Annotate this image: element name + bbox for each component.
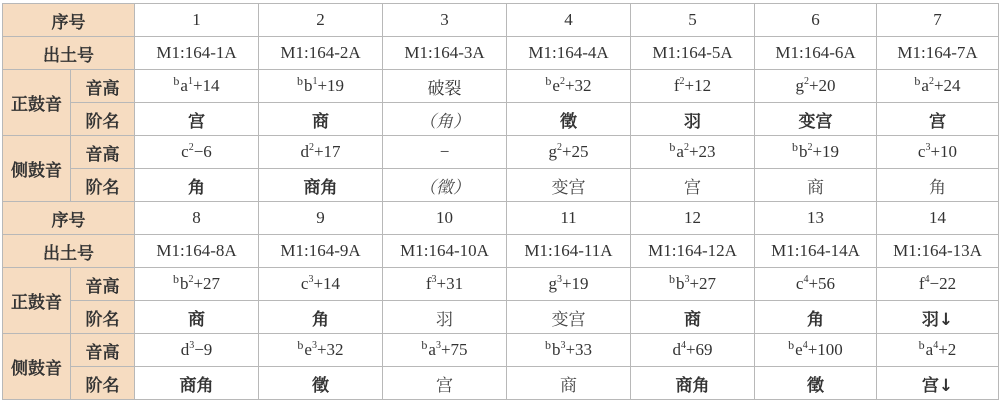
note-name: f [425,274,432,293]
step-header: 阶名 [71,301,135,334]
note-name: f [918,274,925,293]
serial-row [3,202,999,235]
pitch-cell [259,334,383,367]
cents-deviation: +19 [317,76,345,95]
excavation-id: M1:164-13A [877,235,999,268]
octave-index: 3 [560,340,566,351]
octave-index: 2 [928,76,934,87]
step-name: 宫↓ [877,367,999,400]
excavation-row [3,37,999,70]
cents-deviation: +24 [933,76,961,95]
note-name: a [925,340,934,359]
excavation-id: M1:164-6A [755,37,877,70]
step-name: 宫 [631,169,755,202]
note-name: c [181,142,189,161]
bell-pitch-table [2,3,999,400]
note-name: − [439,142,450,161]
octave-index: 2 [308,142,314,153]
cents-deviation: +27 [193,274,221,293]
octave-index: 1 [312,76,318,87]
pitch-cell [135,268,259,301]
octave-index: 2 [807,142,813,153]
pitch-cell [383,70,507,103]
serial-number: 14 [877,202,999,235]
step-name: 角 [877,169,999,202]
step-name: 变宫 [755,103,877,136]
flat-sign: b [669,140,676,154]
step-name: （角） [383,103,507,136]
step-name: 角 [755,301,877,334]
cents-deviation: +20 [808,76,836,95]
step-name: 羽 [383,301,507,334]
serial-number: 9 [259,202,383,235]
note-name: e [552,76,560,95]
pitch-cell [631,70,755,103]
serial-number: 6 [755,4,877,37]
step-name: 徵 [507,103,631,136]
step-name: 变宫 [507,169,631,202]
pitch-cell [631,268,755,301]
excavation-id: M1:164-1A [135,37,259,70]
flat-sign: b [914,74,921,88]
note-name: c [795,274,804,293]
step-name: 商 [507,367,631,400]
note-name: g [795,76,804,95]
serial-number: 8 [135,202,259,235]
bell-pitch-table-container [2,3,998,408]
pitch-cell [877,334,999,367]
octave-index: 3 [684,274,690,285]
front-step-row [3,301,999,334]
octave-index: 4 [680,340,686,351]
excavation-id: M1:164-7A [877,37,999,70]
serial-number: 3 [383,4,507,37]
cents-deviation: +23 [688,142,716,161]
excavation-header: 出土号 [3,235,135,268]
serial-number: 2 [259,4,383,37]
pitch-cell [507,334,631,367]
cents-deviation: +17 [313,142,341,161]
flat-sign: b [296,74,303,88]
pitch-cell [135,334,259,367]
pitch-header: 音高 [71,334,135,367]
octave-index: 2 [683,142,689,153]
excavation-id: M1:164-9A [259,235,383,268]
front-pitch-row [3,268,999,301]
cents-deviation: +75 [440,340,468,359]
pitch-cell [507,70,631,103]
pitch-header: 音高 [71,70,135,103]
serial-number: 7 [877,4,999,37]
pitch-cell [755,334,877,367]
octave-index: 2 [188,142,194,153]
note-name: a [921,76,929,95]
cents-deviation: +100 [807,340,843,359]
pitch-cell [755,136,877,169]
octave-index: 2 [679,76,685,87]
step-name: 商 [631,301,755,334]
pitch-cell [877,268,999,301]
serial-number: 12 [631,202,755,235]
step-name: 羽↓ [877,301,999,334]
cents-deviation: −22 [929,274,957,293]
step-name: 宫 [135,103,259,136]
note-name: b [798,142,808,161]
front-drum-header: 正鼓音 [3,268,71,334]
cents-deviation: +19 [812,142,840,161]
octave-index: 4 [803,274,809,285]
note-name: b [179,274,189,293]
pitch-cell [259,70,383,103]
excavation-id: M1:164-3A [383,37,507,70]
cents-deviation: +14 [313,274,341,293]
serial-number: 5 [631,4,755,37]
step-name: 商角 [135,367,259,400]
pitch-header: 音高 [71,268,135,301]
step-header: 阶名 [71,169,135,202]
front-step-row [3,103,999,136]
step-name: 角 [259,301,383,334]
note-name: e [304,340,312,359]
step-name: 宫 [877,103,999,136]
cents-deviation: +32 [316,340,344,359]
side-drum-header: 侧鼓音 [3,334,71,400]
excavation-id: M1:164-10A [383,235,507,268]
pitch-cell [507,268,631,301]
note-name: b [551,340,561,359]
serial-header: 序号 [3,202,135,235]
pitch-cell [383,136,507,169]
octave-index: 2 [803,76,809,87]
note-name: c [917,142,926,161]
flat-sign: b [544,338,551,352]
note-name: d [672,340,681,359]
note-name: a [676,142,684,161]
pitch-header: 音高 [71,136,135,169]
pitch-cell [631,136,755,169]
cents-deviation: +10 [930,142,958,161]
step-name: 羽 [631,103,755,136]
octave-index: 4 [933,340,939,351]
octave-index: 3 [431,274,437,285]
step-name: 商 [135,301,259,334]
cents-deviation: −9 [194,340,213,359]
cents-deviation: +14 [192,76,220,95]
side-pitch-row [3,334,999,367]
step-name: 商 [755,169,877,202]
note-name: f [673,76,680,95]
pitch-cell [877,70,999,103]
excavation-header: 出土号 [3,37,135,70]
octave-index: 3 [925,142,931,153]
pitch-cell [877,136,999,169]
octave-index: 2 [559,76,565,87]
note-name: 破裂 [427,78,462,99]
excavation-id: M1:164-2A [259,37,383,70]
cents-deviation: +31 [436,274,464,293]
pitch-cell [259,136,383,169]
excavation-id: M1:164-4A [507,37,631,70]
note-name: a [180,76,188,95]
pitch-cell [135,70,259,103]
serial-number: 11 [507,202,631,235]
serial-row [3,4,999,37]
front-pitch-row [3,70,999,103]
table-body [3,4,999,400]
side-step-row [3,169,999,202]
step-name: 商 [259,103,383,136]
step-header: 阶名 [71,103,135,136]
octave-index: 2 [188,274,194,285]
cents-deviation: +27 [689,274,717,293]
pitch-cell [755,268,877,301]
flat-sign: b [421,338,428,352]
octave-index: 4 [802,340,808,351]
step-name: 宫 [383,367,507,400]
step-name: 变宫 [507,301,631,334]
octave-index: 3 [189,340,195,351]
step-name: （徵） [383,169,507,202]
side-pitch-row [3,136,999,169]
serial-number: 13 [755,202,877,235]
flat-sign: b [918,338,925,352]
serial-header: 序号 [3,4,135,37]
cents-deviation: +19 [561,274,589,293]
step-name: 角 [135,169,259,202]
front-drum-header: 正鼓音 [3,70,71,136]
flat-sign: b [788,338,795,352]
octave-index: 2 [556,142,562,153]
note-name: g [548,274,557,293]
excavation-id: M1:164-12A [631,235,755,268]
pitch-cell [507,136,631,169]
flat-sign: b [668,272,675,286]
cents-deviation: +12 [684,76,712,95]
flat-sign: b [791,140,798,154]
cents-deviation: −6 [193,142,212,161]
cents-deviation: +33 [565,340,593,359]
serial-number: 1 [135,4,259,37]
note-name: c [300,274,309,293]
pitch-cell [135,136,259,169]
pitch-cell [755,70,877,103]
step-header: 阶名 [71,367,135,400]
octave-index: 3 [308,274,314,285]
note-name: d [180,340,190,359]
cents-deviation: +25 [561,142,589,161]
octave-index: 3 [435,340,441,351]
note-name: e [795,340,803,359]
side-drum-header: 侧鼓音 [3,136,71,202]
excavation-id: M1:164-14A [755,235,877,268]
pitch-cell [383,334,507,367]
side-step-row [3,367,999,400]
serial-number: 4 [507,4,631,37]
note-name: a [428,340,436,359]
step-name: 徵 [259,367,383,400]
excavation-id: M1:164-11A [507,235,631,268]
pitch-cell [259,268,383,301]
serial-number: 10 [383,202,507,235]
step-name: 商角 [259,169,383,202]
pitch-cell [383,268,507,301]
note-name: b [675,274,685,293]
note-name: g [548,142,557,161]
excavation-id: M1:164-5A [631,37,755,70]
cents-deviation: +69 [685,340,713,359]
flat-sign: b [173,74,180,88]
octave-index: 4 [924,274,930,285]
flat-sign: b [172,272,179,286]
step-name: 徵 [755,367,877,400]
octave-index: 3 [556,274,562,285]
octave-index: 3 [311,340,317,351]
cents-deviation: +2 [938,340,957,359]
pitch-cell [631,334,755,367]
note-name: b [303,76,313,95]
cents-deviation: +56 [808,274,836,293]
cents-deviation: +32 [564,76,592,95]
octave-index: 1 [187,76,193,87]
excavation-id: M1:164-8A [135,235,259,268]
flat-sign: b [297,338,304,352]
note-name: d [300,142,309,161]
flat-sign: b [545,74,552,88]
step-name: 商角 [631,367,755,400]
excavation-row [3,235,999,268]
